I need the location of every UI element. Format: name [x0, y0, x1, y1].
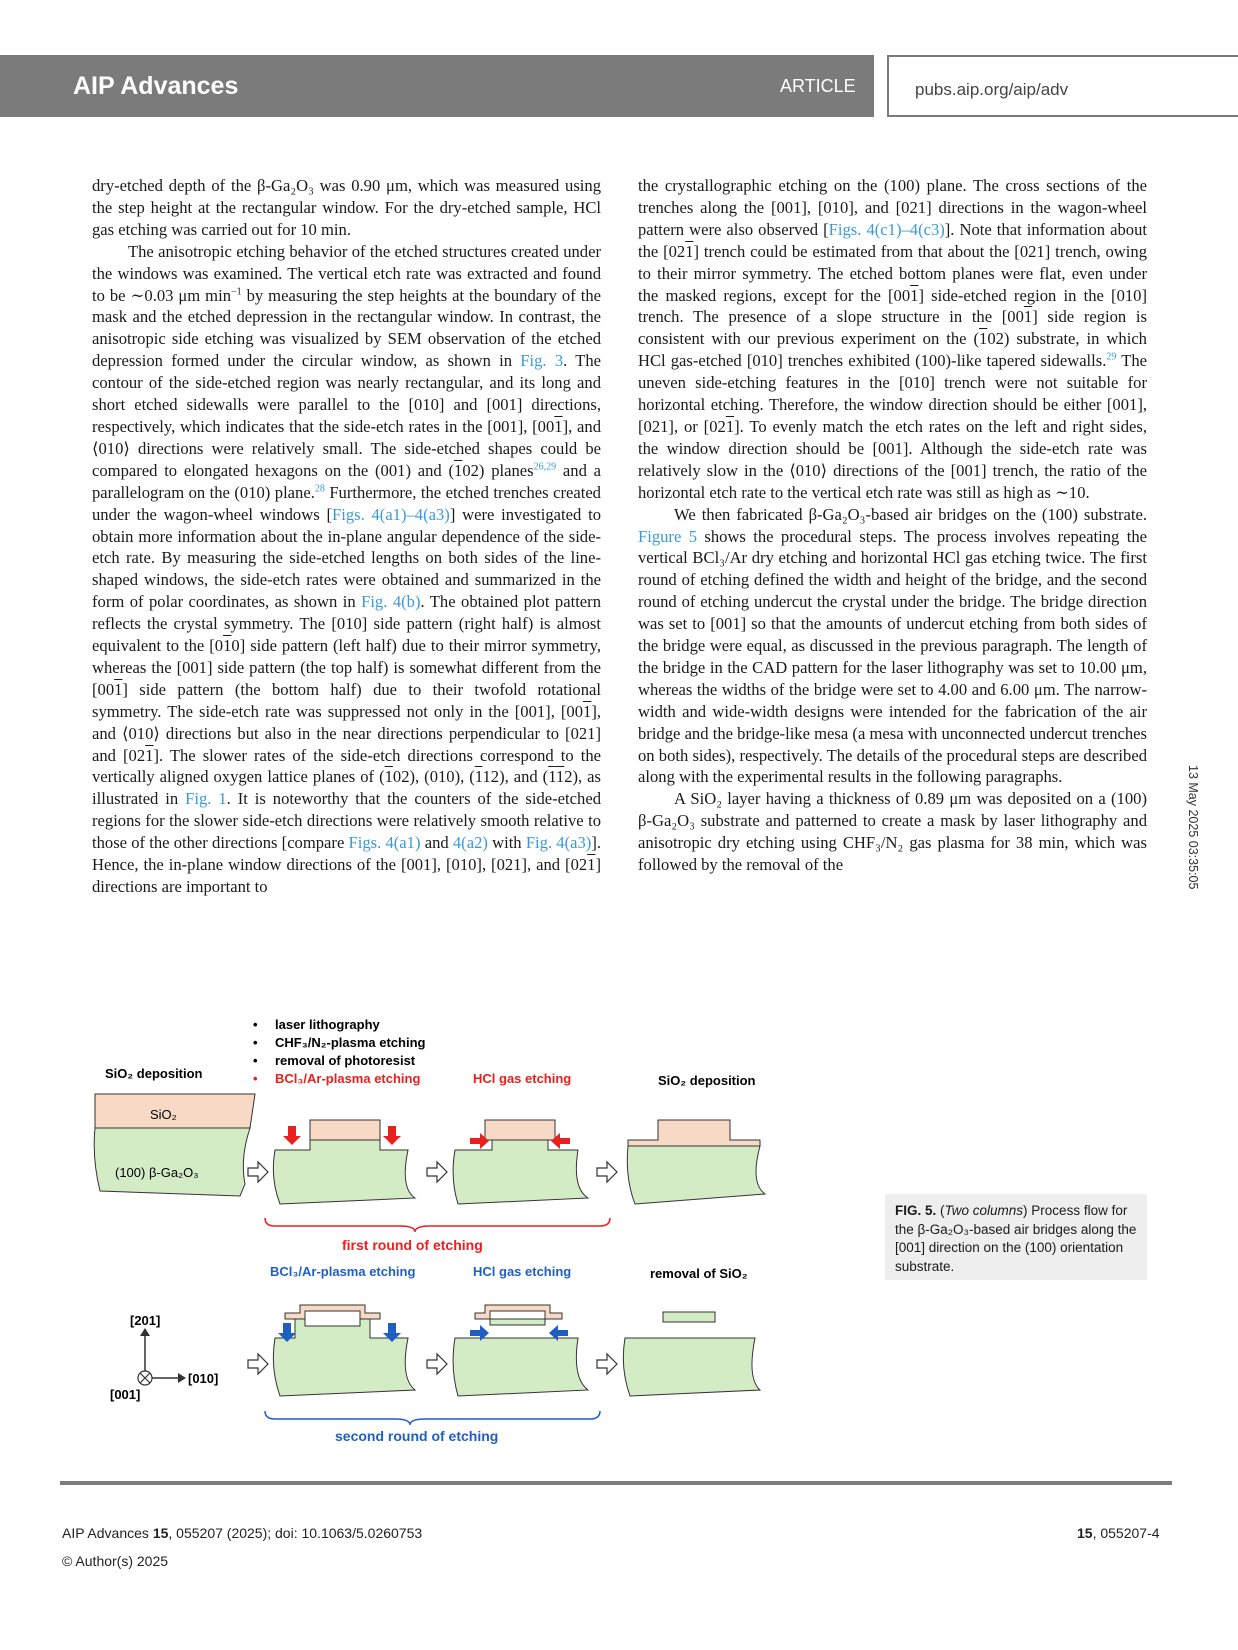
journal-url-link[interactable]: pubs.aip.org/aip/adv [915, 80, 1069, 99]
figure-caption: FIG. 5. (Two columns) Process flow for the β-Ga₂O₃-based air bridges along the [001] direction on the (100) orientation substrate. [885, 1194, 1147, 1280]
right-column [638, 175, 1147, 876]
bullet-dot: • [253, 1035, 258, 1050]
sio2-mask [485, 1120, 555, 1140]
figure-link[interactable]: Fig. 1 [185, 789, 227, 809]
air-bridge [663, 1312, 715, 1322]
footer-rule [60, 1481, 1172, 1485]
axis-201-label: [201] [130, 1313, 161, 1328]
substrate-block [94, 1128, 250, 1196]
substrate-block [453, 1338, 588, 1396]
figure-link[interactable]: Figs. 4(a1)–4(a3) [331, 504, 450, 524]
axis-arrow-icon [178, 1373, 186, 1383]
substrate-label: (100) β-Ga₂O₃ [115, 1165, 199, 1180]
figure-link[interactable]: Fig. 4(b) [361, 592, 421, 612]
down-arrow-icon [283, 1126, 301, 1145]
figure-link[interactable]: Figs. 4(a1) [348, 833, 421, 853]
paragraph: dry-etched depth of the β-Ga₂O₃ was 0.90 μm, which was measured using the step height at the rectangular window. For the dry-etched sample, HCl gas etching was carried out for 10 min. [92, 176, 601, 239]
citation-link[interactable]: 29 [1106, 351, 1117, 363]
sio2-conformal [285, 1305, 380, 1319]
figure-link[interactable]: Figs. 4(c1)–4(c3) [828, 219, 945, 239]
next-arrow-icon [427, 1354, 447, 1374]
next-arrow-icon [597, 1354, 617, 1374]
paragraph: A SiO₂ layer having a thickness of 0.89 μm was deposited on a (100) β-Ga₂O₃ substrate and patterned to create a mask by laser lithography and anisotropic dry etching using CHF₃/N₂ gas plasma for 38 min, which was followed by the removal of the [638, 789, 1147, 875]
sio2-mask [310, 1120, 380, 1140]
sio2-label: SiO₂ [150, 1107, 177, 1122]
sio2-conformal [628, 1120, 760, 1146]
figure-link[interactable]: Fig. 4(a3) [525, 833, 592, 853]
bullet-item: CHF₃/N₂-plasma etching [275, 1035, 426, 1050]
paragraph: The anisotropic etching behavior of the etched structures created under the windows was examined. The vertical etch rate was extracted and found to be ∼0.03 μm $\min^{-1}$ by measuring the step heights at the boundary of the mask and the etched depression in the rectangular window. In contrast, the anisotropic side etching was visualized by SEM observation of the etched depression formed under the circular window, as shown in Fig. 3. The contour of the side-etched region was nearly rectangular, and its long and short etched sidewalls were parallel to the [010] and [001] directions, respectively, which indicates that the side-etch rates in the [001], [001], and ⟨010⟩ directions were relatively small. The side-etched shapes could be compared to elongated hexagons on the (001) and (102) planes$^{26,29}$ and a parallelogram on the (010) plane.$^{28}$ Furthermore, the etched trenches created under the wagon-wheel windows [Figs. 4(a1)–4(a3)] were investigated to obtain more information about the in-plane angular dependence of the side-etch rate. By measuring the side-etched lengths on both sides of the line-shaped windows, the side-etch rates were obtained and summarized in the form of polar coordinates, as shown in Fig. 4(b). The obtained plot pattern reflects the crystal symmetry. The [010] side pattern (right half) is almost equivalent to the [010] side pattern (left half) due to their mirror symmetry, whereas the [001] side pattern (the top half) is somewhat different from the [001] side pattern (the bottom half) due to their twofold rotational symmetry. The side-etch rate was suppressed not only in the [001], [001], and ⟨010⟩ directions but also in the near directions perpendicular to [021] and [021]. The slower rates of the side-etch directions correspond to the vertically aligned oxygen lattice planes of (102), (010), (112), and (112), as illustrated in Fig. 1. It is noteworthy that the counters of the side-etched regions for the slower side-etch directions were relatively smooth relative to those of the other directions [compare Figs. 4(a1) and 4(a2) with Fig. 4(a3)]. Hence, the in-plane window directions of the [001], [010], [021], and [021] directions are important to [92, 241, 602, 896]
step-label: HCl gas etching [473, 1071, 572, 1086]
bullet-dot: • [253, 1017, 258, 1032]
air-bridge [490, 1319, 545, 1325]
axis-001-label: [001] [110, 1387, 141, 1402]
axis-010-label: [010] [188, 1371, 219, 1386]
figure-link[interactable]: Figure 5 [638, 526, 698, 546]
first-round-bracket [265, 1218, 610, 1232]
footer-copyright: © Author(s) 2025 [62, 1553, 169, 1569]
step-label: SiO₂ deposition [105, 1066, 203, 1081]
step-label: BCl₃/Ar-plasma etching [270, 1264, 416, 1279]
next-arrow-icon [597, 1162, 617, 1182]
sio2-conformal [475, 1305, 562, 1319]
citation-link[interactable]: 26,29 [533, 461, 557, 473]
journal-title[interactable]: AIP Advances [73, 72, 239, 100]
second-round-bracket [265, 1411, 600, 1425]
step-label: removal of SiO₂ [650, 1266, 748, 1281]
bullet-item: laser lithography [275, 1017, 380, 1032]
next-arrow-icon [248, 1354, 268, 1374]
next-arrow-icon [248, 1162, 268, 1182]
citation-link[interactable]: 28 [314, 483, 325, 495]
section-label: ARTICLE [780, 76, 856, 96]
first-round-label: first round of etching [342, 1237, 483, 1253]
axis-arrow-icon [140, 1328, 150, 1336]
figure-link[interactable]: Fig. 3 [520, 351, 564, 371]
etched-substrate [273, 1140, 415, 1204]
download-date: 13 May 2025 03:35:05 [1186, 765, 1200, 890]
step-label: HCl gas etching [473, 1264, 572, 1279]
step-label: SiO₂ deposition [658, 1073, 756, 1088]
figure-5 [90, 1008, 880, 1458]
footer-page-number: 15, 055207-4 [1077, 1525, 1160, 1541]
bullet-item: BCl₃/Ar-plasma etching [275, 1071, 421, 1086]
bullet-item: removal of photoresist [275, 1053, 416, 1068]
next-arrow-icon [427, 1162, 447, 1182]
paragraph: the crystallographic etching on the (100) plane. The cross sections of the trenches along the [001], [010], and [021] directions in the wagon-wheel pattern were also observed [Figs. 4(c1)–4(c3)]. Note that information about the [021] trench could be estimated from that about the [021] trench, owing to their mirror symmetry. The etched bottom planes were flat, even under the masked regions, except for the [001] side-etched region in the [010] trench. The presence of a slope structure in the [001] side region is consistent with our previous experiment on the (102) substrate, in which HCl gas-etched [010] trenches exhibited (100)-like tapered sidewalls.$^{29}$ The uneven side-etching features in the [010] trench were not suitable for horizontal etching. Therefore, the window direction should be either [001], [021], or [021]. To evenly match the etch rates on the left and right sides, the window direction should be [001]. Although the side-etch rate was relatively slow in the ⟨010⟩ directions of the [001] trench, the ratio of the horizontal etch rate to the vertical etch rate was still as high as ∼10. [638, 176, 1148, 502]
etched-substrate [453, 1140, 588, 1204]
bullet-dot: • [253, 1053, 258, 1068]
footer-citation: AIP Advances 15, 055207 (2025); doi: 10.1063/5.0260753 [62, 1525, 423, 1541]
process-flow-diagram [90, 1008, 880, 1458]
figure-link[interactable]: 4(a2) [452, 833, 488, 853]
substrate-block [627, 1146, 765, 1204]
bullet-dot: • [253, 1071, 258, 1086]
second-round-label: second round of etching [335, 1428, 499, 1444]
paragraph: We then fabricated β-Ga₂O₃-based air bridges on the (100) substrate. Figure 5 shows the procedural steps. The process involves repeating the vertical BCl₃/Ar dry etching and horizontal HCl gas etching twice. The first round of etching defined the width and height of the bridge, and the second round of etching undercut the crystal under the bridge. The bridge direction was set to [001] so that the amounts of undercut etching from both sides of the bridge were equal, as discussed in the previous paragraph. The length of the bridge in the CAD pattern for the laser lithography was set to 10.00 μm, whereas the widths of the bridge were set to 4.00 and 6.00 μm. The narrow-width and wide-width designs were intended for the fabrication of the air bridge and the bridge-like mesa (a mesa with unconnected undercut trenches on both sides), respectively. The details of the procedural steps are described along with the experimental results in the following paragraphs. [638, 504, 1147, 787]
substrate-block [623, 1338, 760, 1396]
left-column [92, 175, 601, 898]
down-arrow-icon [383, 1126, 401, 1145]
